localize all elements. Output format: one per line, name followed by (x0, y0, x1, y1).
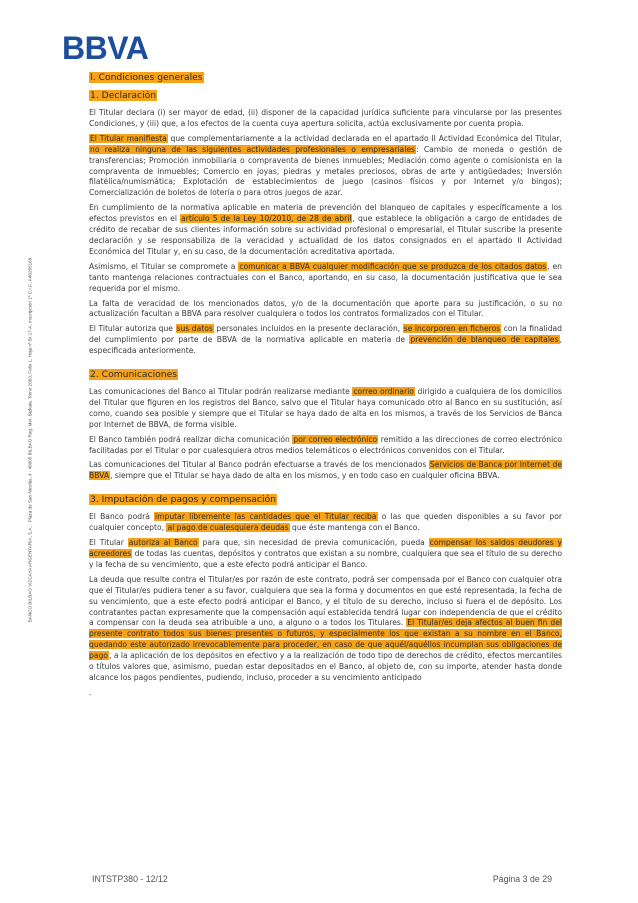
paragraph: El Titular autoriza que sus datos personales incluidos en la presente declaración, se incorporen en ficheros con la finalidad del cumplimiento por parte de BBVA de la normativa aplicable en materia de prevención de blanqueo de capitales, especificada anteriormente. (89, 324, 562, 356)
section-imputacion (89, 494, 562, 699)
legal-sidebar (18, 220, 42, 660)
section-heading: 3. Imputación de pagos y compensación (90, 494, 276, 506)
paragraph: El Titular autoriza al Banco para que, sin necesidad de previa comunicación, pueda compensar los saldos deudores y acreedores de todas las cuentas, depósitos y contratos que existan a su nombre, cualquiera que sea el título de su derecho y la fecha de su vencimiento, que a este efecto podrá anticipar el Banco. (89, 538, 562, 569)
footer-doc-code: INTSTP380 - 12/12 (92, 874, 168, 884)
paragraph: Asimismo, el Titular se compromete a comunicar a BBVA cualquier modificación que se produzca de los citados datos, en tanto mantenga relaciones contractuales con el Banco, aportando, en su caso, la documentación justificativa que le sea requerida por el mismo. (89, 261, 562, 293)
paragraph: El Titular declara (i) ser mayor de edad, (ii) disponer de la capacidad jurídica suficiente para vincularse por las presentes Condiciones, y (iii) que, a los efectos de la cuenta cuya apertura solicita, actúa exclusivamente por cuenta propia. (89, 108, 562, 128)
paragraph: Las comunicaciones del Titular al Banco podrán efectuarse a través de los mencionados Servicios de Banca por Internet de BBVA, siempre que el Titular se haya dado de alta en los mismos, y en todo caso en cualquier oficina BBVA. (89, 460, 562, 481)
document-body (89, 72, 562, 711)
trailing-mark: . (89, 687, 92, 697)
paragraph: El Banco también podrá realizar dicha comunicación por correo electrónico remitido a las direcciones de correo electrónico facilitadas por el Titular o por cualesquiera otros medios telemáticos o electrónicos convenidos con el Titular. (89, 434, 563, 455)
paragraph: La deuda que resulte contra el Titular/es por razón de este contrato, podrá ser compensada por el Banco con cualquier otra que el Titular/es pudiera tener a su favor, cualquiera que sea la forma y documentos en que esté representada, la fecha de su vencimiento, que a este efecto podrá anticipar el Banco, y el título de su derecho, incluso si fuera el de depósito. Los contratantes pactan expresamente que la compensación aquí establecida tendrá lugar con independencia de que el crédito a compensar con la deuda sea atribuible a uno, a alguno o a todos los Titulares. El Titular/es deja afectos al buen fin del presente contrato todos sus bienes presentes o futuros, y especialmente los que existan a su nombre en el Banco, quedando este autorizado irrevocablemente para proceder, en caso de que aquél/aquéllos incumplan sus obligaciones de pago, a la aplicación de los depósitos en efectivo y a la realización de todo tipo de derechos de crédito, efectos mercantiles o títulos valores que, asimismo, puedan estar depositados en el Banco, al objeto de, con su importe, atender hasta donde alcance los pagos pendientes, pudiendo, incluso, proceder a su vencimiento anticipado (89, 574, 562, 682)
section-heading: 2. Comunicaciones (90, 369, 178, 381)
section-declaracion (89, 90, 562, 357)
bbva-logo: BBVA (62, 30, 149, 66)
document-title: I. Condiciones generales (90, 72, 203, 83)
paragraph: El Titular manifiesta que complementariamente a la actividad declarada en el apartado II Actividad Económica del Titular, no realiza ninguna de las siguientes actividades profesionales o empresariales: Cambio de moneda o gestión de transferencias; Promoción inmobiliaria o compraventa de bienes inmuebles; Mediación como agente o comisionista en la compraventa de inmuebles; Comercio en joyas, piedras y metales preciosos, obras de arte y antigüedades; Inversión filatélica/numismática; Explotación de establecimientos de juego (casinos físicos y por Internet y/o bingos); Comercialización de boletos de lotería o para otros juegos de azar. (89, 133, 562, 198)
paragraph: En cumplimiento de la normativa aplicable en materia de prevención del blanqueo de capitales y específicamente a los efectos previstos en el artículo 5 de la Ley 10/2010, de 28 de abril, que establece la obligación a cargo de entidades de crédito de recabar de sus clientes información sobre su actividad profesional o empresarial, el Titular suscribe la presente declaración y se responsabiliza de la veracidad y actualidad de los datos consignados en el apartado II Actividad Económica del Titular y, en su caso, de la documentación acreditativa aportada. (89, 203, 563, 256)
footer-page-number: Página 3 de 29 (492, 874, 552, 884)
section-heading: 1. Declaración (90, 90, 157, 101)
legal-sidebar-text: BANCO BILBAO VIZCAYA ARGENTARIA, S.A. · Plaza de San Nicolás, 4 · 48005 BILBAO Reg. Mer. Bizkaia. Tomo 2083, Folio 1, Hoja nº BI-17-A, Inscripción 1ª C.I.F.: A48265169 (27, 257, 33, 623)
paragraph: La falta de veracidad de los mencionados datos, y/o de la documentación que aporte para su justificación, o su no actualización facultan a BBVA para resolver cualquiera o todos los contratos formalizados con el Titular. (89, 298, 562, 319)
section-comunicaciones (89, 369, 562, 482)
paragraph: Las comunicaciones del Banco al Titular podrán realizarse mediante correo ordinario dirigido a cualquiera de los domicilios del Titular que figuren en los registros del Banco, salvo que el Titular haya comunicado otro al Banco en su sustitución, así como, cuando sea posible y siempre que el Titular se haya dado de alta en los mismos, a través de los Servicios de Banca por Internet de BBVA, de forma visible. (89, 387, 563, 429)
paragraph: El Banco podrá imputar libremente las cantidades que el Titular reciba o las que queden disponibles a su favor por cualquier concepto, al pago de cualesquiera deudas que éste mantenga con el Banco. (89, 512, 562, 533)
